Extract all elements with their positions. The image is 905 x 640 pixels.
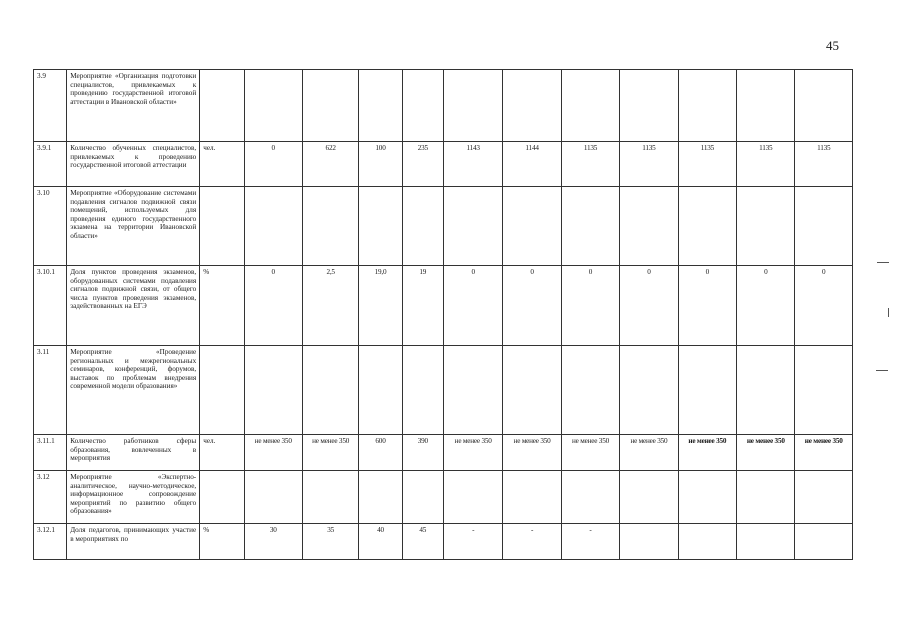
row-description-cell: Мероприятие «Проведение региональных и межрегиональных семинаров, конференций, форумов, выставок по проблемам внедрения современной модели образования» bbox=[67, 346, 200, 435]
value-cell: 100 bbox=[359, 142, 402, 187]
value-cell bbox=[244, 187, 302, 266]
page-number: 45 bbox=[826, 38, 839, 53]
row-description-cell: Мероприятие «Экспертно-аналитическое, научно-методическое, информационное сопровождение мероприятий по развитию общего образования» bbox=[67, 471, 200, 524]
value-cell: не менее 350 bbox=[620, 435, 678, 471]
value-cell bbox=[620, 524, 678, 560]
unit-cell bbox=[200, 346, 244, 435]
value-cell bbox=[359, 70, 402, 142]
value-cell bbox=[503, 471, 561, 524]
value-cell: 0 bbox=[561, 266, 619, 346]
value-cell bbox=[503, 187, 561, 266]
value-cell bbox=[244, 471, 302, 524]
value-cell bbox=[402, 70, 443, 142]
value-cell: - bbox=[561, 524, 619, 560]
value-cell bbox=[302, 346, 358, 435]
value-cell: 622 bbox=[302, 142, 358, 187]
value-cell bbox=[302, 471, 358, 524]
value-cell bbox=[678, 346, 736, 435]
table-row bbox=[34, 187, 853, 266]
value-cell: 1144 bbox=[503, 142, 561, 187]
value-cell: 40 bbox=[359, 524, 402, 560]
value-cell bbox=[402, 346, 443, 435]
value-cell: 1135 bbox=[795, 142, 853, 187]
row-number-cell: 3.12 bbox=[34, 471, 67, 524]
value-cell: 30 bbox=[244, 524, 302, 560]
value-cell bbox=[443, 471, 502, 524]
value-cell bbox=[359, 187, 402, 266]
value-cell: 0 bbox=[620, 266, 678, 346]
value-cell bbox=[561, 346, 619, 435]
table-row bbox=[34, 70, 853, 142]
value-cell bbox=[737, 187, 795, 266]
table-row bbox=[34, 266, 853, 346]
scan-mark bbox=[888, 308, 889, 317]
unit-cell: % bbox=[200, 266, 244, 346]
row-number-cell: 3.9.1 bbox=[34, 142, 67, 187]
value-cell: 1143 bbox=[443, 142, 502, 187]
value-cell: не менее 350 bbox=[795, 435, 853, 471]
table-row bbox=[34, 142, 853, 187]
value-cell bbox=[678, 70, 736, 142]
value-cell bbox=[302, 187, 358, 266]
row-description-cell: Количество работников сферы образования, вовлеченных в мероприятия bbox=[67, 435, 200, 471]
value-cell: 1135 bbox=[737, 142, 795, 187]
value-cell bbox=[678, 187, 736, 266]
value-cell: - bbox=[443, 524, 502, 560]
value-cell: 0 bbox=[795, 266, 853, 346]
scan-mark bbox=[876, 370, 888, 371]
value-cell bbox=[795, 346, 853, 435]
value-cell: 1135 bbox=[620, 142, 678, 187]
value-cell bbox=[737, 346, 795, 435]
value-cell bbox=[359, 346, 402, 435]
value-cell: 235 bbox=[402, 142, 443, 187]
scan-mark bbox=[877, 262, 889, 263]
value-cell: - bbox=[503, 524, 561, 560]
value-cell: 0 bbox=[503, 266, 561, 346]
value-cell: 19 bbox=[402, 266, 443, 346]
unit-cell: чел. bbox=[200, 435, 244, 471]
value-cell: 45 bbox=[402, 524, 443, 560]
row-description-cell: Мероприятие «Организация подготовки специалистов, привлекаемых к проведению государственной итоговой аттестации в Ивановской области» bbox=[67, 70, 200, 142]
value-cell: 0 bbox=[244, 266, 302, 346]
value-cell: 0 bbox=[244, 142, 302, 187]
value-cell bbox=[620, 70, 678, 142]
value-cell bbox=[795, 471, 853, 524]
value-cell bbox=[359, 471, 402, 524]
value-cell: не менее 350 bbox=[503, 435, 561, 471]
table-row bbox=[34, 471, 853, 524]
row-number-cell: 3.12.1 bbox=[34, 524, 67, 560]
value-cell: не менее 350 bbox=[302, 435, 358, 471]
value-cell bbox=[620, 346, 678, 435]
value-cell: 19,0 bbox=[359, 266, 402, 346]
value-cell bbox=[795, 70, 853, 142]
value-cell: 600 bbox=[359, 435, 402, 471]
value-cell bbox=[737, 524, 795, 560]
value-cell bbox=[244, 70, 302, 142]
value-cell bbox=[443, 187, 502, 266]
row-number-cell: 3.11.1 bbox=[34, 435, 67, 471]
value-cell bbox=[443, 70, 502, 142]
value-cell: 0 bbox=[443, 266, 502, 346]
value-cell bbox=[402, 187, 443, 266]
unit-cell: % bbox=[200, 524, 244, 560]
value-cell bbox=[737, 471, 795, 524]
value-cell: 0 bbox=[678, 266, 736, 346]
value-cell: не менее 350 bbox=[244, 435, 302, 471]
unit-cell bbox=[200, 70, 244, 142]
value-cell: не менее 350 bbox=[678, 435, 736, 471]
value-cell bbox=[561, 471, 619, 524]
value-cell bbox=[503, 70, 561, 142]
value-cell: не менее 350 bbox=[561, 435, 619, 471]
value-cell: не менее 350 bbox=[737, 435, 795, 471]
indicators-table bbox=[33, 69, 853, 560]
value-cell bbox=[737, 70, 795, 142]
value-cell bbox=[302, 70, 358, 142]
unit-cell bbox=[200, 187, 244, 266]
row-number-cell: 3.9 bbox=[34, 70, 67, 142]
value-cell bbox=[561, 70, 619, 142]
value-cell bbox=[795, 524, 853, 560]
unit-cell bbox=[200, 471, 244, 524]
value-cell bbox=[795, 187, 853, 266]
value-cell bbox=[443, 346, 502, 435]
table-row bbox=[34, 524, 853, 560]
row-number-cell: 3.10.1 bbox=[34, 266, 67, 346]
value-cell bbox=[503, 346, 561, 435]
row-description-cell: Доля педагогов, принимающих участие в мероприятиях по bbox=[67, 524, 200, 560]
value-cell: 35 bbox=[302, 524, 358, 560]
value-cell: 1135 bbox=[678, 142, 736, 187]
value-cell bbox=[678, 524, 736, 560]
table-row bbox=[34, 346, 853, 435]
value-cell: не менее 350 bbox=[443, 435, 502, 471]
row-number-cell: 3.11 bbox=[34, 346, 67, 435]
value-cell: 2,5 bbox=[302, 266, 358, 346]
value-cell bbox=[620, 471, 678, 524]
row-number-cell: 3.10 bbox=[34, 187, 67, 266]
value-cell: 390 bbox=[402, 435, 443, 471]
value-cell bbox=[620, 187, 678, 266]
row-description-cell: Доля пунктов проведения экзаменов, оборудованных системами подавления сигналов подвижной связи, от общего числа пунктов проведения экзаменов, задействованных на ЕГЭ bbox=[67, 266, 200, 346]
row-description-cell: Количество обученных специалистов, привлекаемых к проведению государственной итоговой аттестации bbox=[67, 142, 200, 187]
value-cell bbox=[678, 471, 736, 524]
unit-cell: чел. bbox=[200, 142, 244, 187]
value-cell bbox=[402, 471, 443, 524]
value-cell bbox=[561, 187, 619, 266]
value-cell: 1135 bbox=[561, 142, 619, 187]
row-description-cell: Мероприятие «Оборудование системами подавления сигналов подвижной связи помещений, используемых для проведения единого государственного экзамена на территории Ивановской области» bbox=[67, 187, 200, 266]
value-cell bbox=[244, 346, 302, 435]
value-cell: 0 bbox=[737, 266, 795, 346]
table-row bbox=[34, 435, 853, 471]
